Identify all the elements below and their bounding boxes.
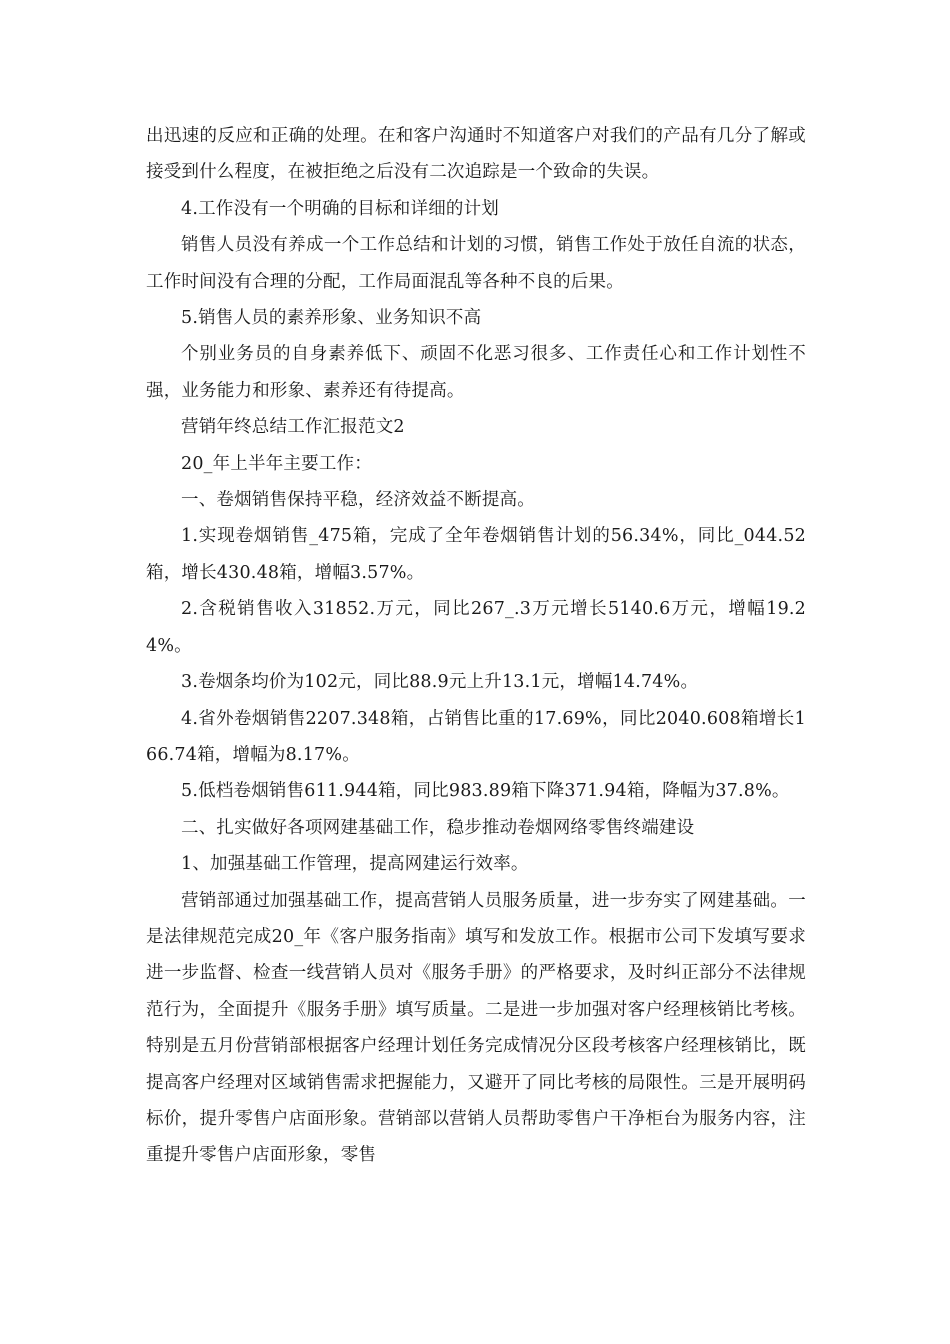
paragraph: 销售人员没有养成一个工作总结和计划的习惯，销售工作处于放任自流的状态，工作时间没有合理的分配，工作局面混乱等各种不良的后果。	[146, 235, 806, 292]
document-body	[146, 118, 806, 1174]
list-item: 2.含税销售收入31852.万元，同比267_.3万元增长5140.6万元，增幅19.24%。	[146, 599, 806, 656]
list-item: 4.省外卷烟销售2207.348箱，占销售比重的17.69%，同比2040.608箱增长166.74箱，增幅为8.17%。	[146, 708, 806, 765]
paragraph-continuation: 出迅速的反应和正确的处理。在和客户沟通时不知道客户对我们的产品有几分了解或接受到什么程度，在被拒绝之后没有二次追踪是一个致命的失误。	[146, 126, 806, 183]
sub-heading: 1、加强基础工作管理，提高网建运行效率。	[181, 854, 529, 875]
section-title: 营销年终总结工作汇报范文2	[181, 417, 405, 438]
list-item: 5.低档卷烟销售611.944箱，同比983.89箱下降371.94箱，降幅为37.8%。	[181, 781, 790, 802]
section-heading-2: 二、扎实做好各项网建基础工作，稳步推动卷烟网络零售终端建设	[181, 817, 695, 838]
paragraph: 个别业务员的自身素养低下、顽固不化恶习很多、工作责任心和工作计划性不强，业务能力和形象、素养还有待提高。	[146, 344, 806, 401]
paragraph-heading-item-5: 5.销售人员的素养形象、业务知识不高	[181, 308, 482, 329]
section-heading-1: 一、卷烟销售保持平稳，经济效益不断提高。	[181, 490, 535, 511]
paragraph-subtitle: 20_年上半年主要工作：	[181, 453, 372, 474]
paragraph: 营销部通过加强基础工作，提高营销人员服务质量，进一步夯实了网建基础。一是法律规范完成20_年《客户服务指南》填写和发放工作。根据市公司下发填写要求进一步监督、检查一线营销人员对《服务手册》的严格要求，及时纠正部分不法律规范行为，全面提升《服务手册》填写质量。二是进一步加强对客户经理核销比考核。特别是五月份营销部根据客户经理计划任务完成情况分区段考核客户经理核销比，既提高客户经理对区域销售需求把握能力，又避开了同比考核的局限性。三是开展明码标价，提升零售户店面形象。营销部以营销人员帮助零售户干净柜台为服务内容，注重提升零售户店面形象，零售	[146, 890, 806, 1166]
list-item: 3.卷烟条均价为102元，同比88.9元上升13.1元，增幅14.74%。	[181, 672, 699, 693]
list-item: 1.实现卷烟销售_475箱，完成了全年卷烟销售计划的56.34%，同比_044.52箱，增长430.48箱，增幅3.57%。	[146, 526, 806, 583]
paragraph-heading-item-4: 4.工作没有一个明确的目标和详细的计划	[181, 198, 499, 219]
